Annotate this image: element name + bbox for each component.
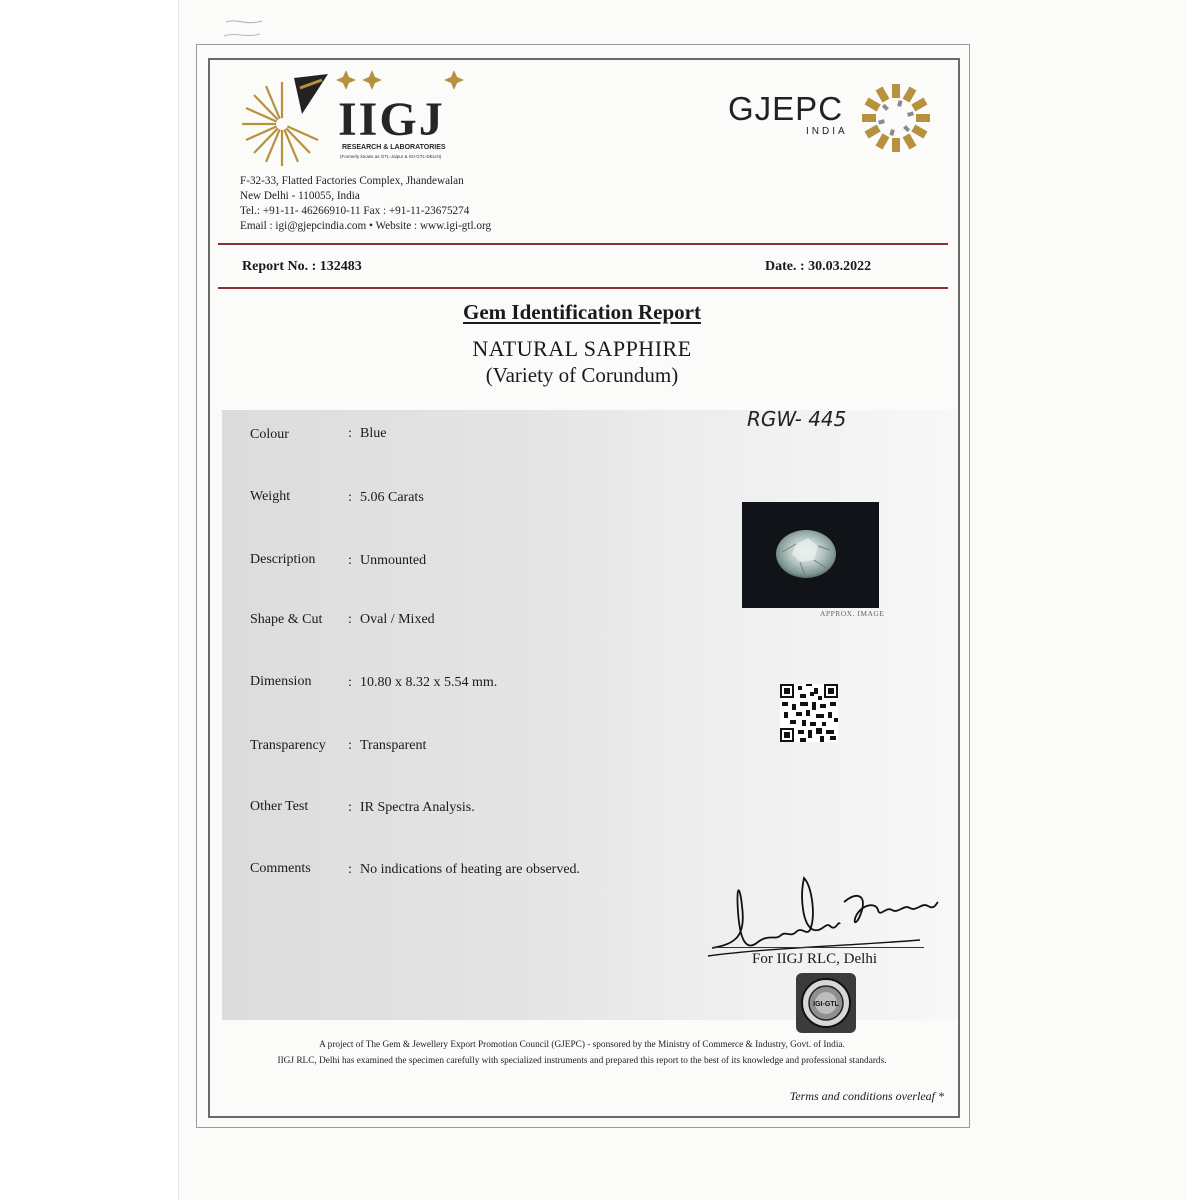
address-line: F-32-33, Flatted Factories Complex, Jhandewalan <box>240 175 464 187</box>
seal-text: IGI-GTL <box>813 1001 839 1008</box>
stone-variety: (Variety of Corundum) <box>485 363 679 387</box>
detail-value-comments: No indications of heating are observed. <box>360 862 581 877</box>
address-line: Tel.: +91-11- 46266910-11 Fax : +91-11-23675274 <box>240 205 470 217</box>
report-info-rule <box>218 287 948 289</box>
detail-colon: : <box>348 490 352 505</box>
detail-value-other-test: IR Spectra Analysis. <box>360 800 475 815</box>
detail-label-description: Description <box>250 552 316 567</box>
detail-value-weight: 5.06 Carats <box>360 490 424 505</box>
lab-formerly: (Formerly known as GTL-Jaipur & IGI-GTL-DELHI) <box>340 154 442 159</box>
detail-label-other-test: Other Test <box>250 799 309 814</box>
qr-code-icon[interactable] <box>780 684 838 742</box>
hologram-seal-icon <box>796 973 856 1033</box>
detail-colon: : <box>348 426 352 441</box>
handwritten-reference <box>745 404 885 434</box>
detail-label-colour: Colour <box>250 427 289 442</box>
handwritten-reference-text: RGW- 445 <box>747 407 847 431</box>
gjepc-wheel-icon <box>862 84 930 152</box>
detail-label-shape-cut: Shape & Cut <box>250 612 323 627</box>
terms-link[interactable]: Terms and conditions overleaf * <box>789 1089 944 1103</box>
detail-label-dimension: Dimension <box>250 674 312 689</box>
detail-value-description: Unmounted <box>360 553 427 568</box>
pencil-scribble <box>222 12 270 42</box>
signature-line <box>712 947 924 948</box>
hologram-seal <box>796 973 856 1033</box>
oval-gem-icon <box>742 502 879 608</box>
lab-subtitle: RESEARCH & LABORATORIES <box>342 144 446 151</box>
stone-name: NATURAL SAPPHIRE <box>472 336 692 361</box>
gjepc-wordmark: GJEPC <box>728 90 844 127</box>
report-date: Date. : 30.03.2022 <box>765 259 872 274</box>
detail-value-colour: Blue <box>360 426 387 441</box>
image-caption: APPROX. IMAGE <box>820 609 885 618</box>
address-line: New Delhi - 110055, India <box>240 190 360 202</box>
gjepc-country: INDIA <box>806 126 848 137</box>
lab-address <box>240 174 491 234</box>
detail-label-weight: Weight <box>250 489 291 504</box>
report-title: Gem Identification Report <box>463 300 701 324</box>
detail-colon: : <box>348 738 352 753</box>
detail-value-dimension: 10.80 x 8.32 x 5.54 mm. <box>360 675 498 690</box>
address-line: Email : igi@gjepcindia.com • Website : www.igi-gtl.org <box>240 220 492 232</box>
detail-colon: : <box>348 862 352 877</box>
footer-project-line: A project of The Gem & Jewellery Export Promotion Council (GJEPC) - sponsored by the Ministry of Commerce & Industry, Govt. of India. <box>319 1040 845 1050</box>
iigj-wordmark: IIGJ <box>338 93 445 146</box>
detail-colon: : <box>348 800 352 815</box>
gem-photo <box>742 502 879 608</box>
detail-label-comments: Comments <box>250 861 311 876</box>
header-rule <box>218 243 948 245</box>
iigj-logo <box>238 62 478 172</box>
detail-colon: : <box>348 553 352 568</box>
detail-label-transparency: Transparency <box>250 738 326 753</box>
detail-colon: : <box>348 675 352 690</box>
signatory: For IIGJ RLC, Delhi <box>752 951 877 967</box>
report-number: Report No. : 132483 <box>242 259 362 274</box>
detail-colon: : <box>348 612 352 627</box>
footer-disclaimer-line: IIGJ RLC, Delhi has examined the specimen carefully with specialized instruments and prepared this report to the best of its knowledge and professional standards. <box>277 1056 887 1066</box>
detail-value-shape-cut: Oval / Mixed <box>360 612 435 627</box>
gjepc-logo <box>726 80 936 156</box>
detail-value-transparency: Transparent <box>360 738 427 753</box>
